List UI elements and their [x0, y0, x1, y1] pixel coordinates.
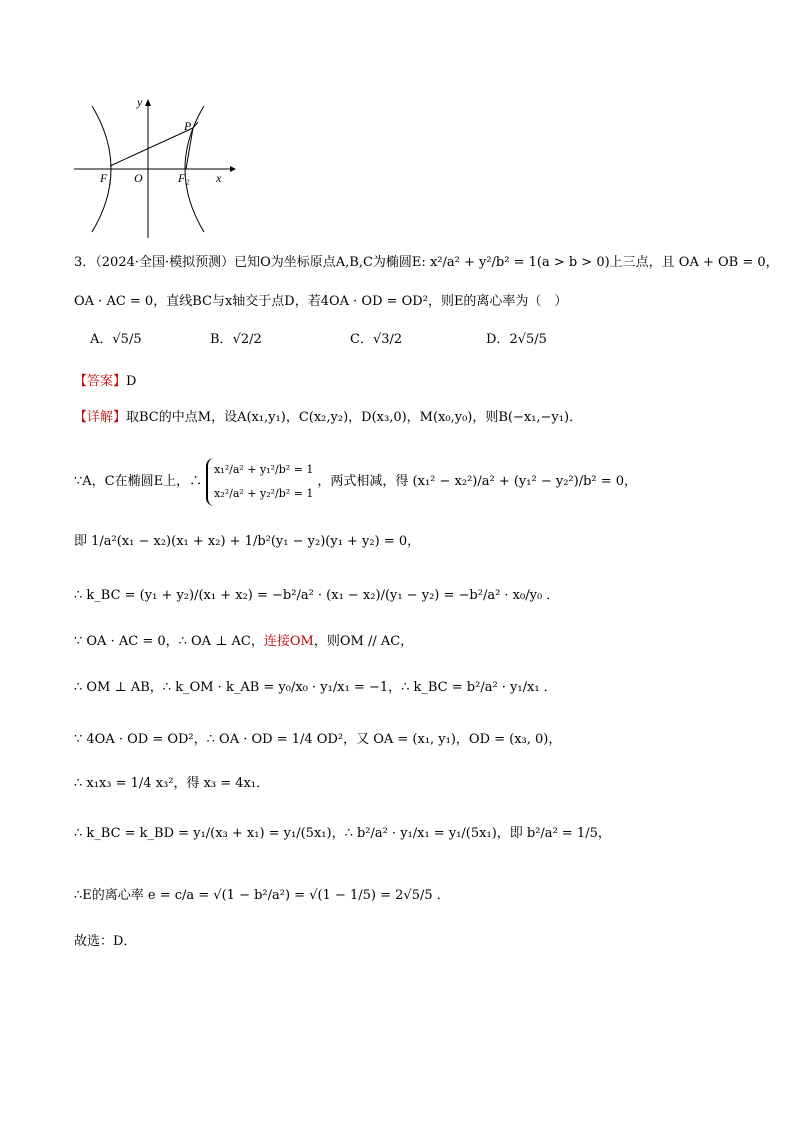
- focus-f2-label: F₂: [178, 171, 190, 185]
- detail-line-3: 即 1/a²(x₁ − x₂)(x₁ + x₂) + 1/b²(y₁ − y₂)(y₁ + y₂) = 0，: [74, 534, 421, 549]
- answer-value: D: [126, 374, 137, 389]
- detail-label: 【详解】: [74, 410, 127, 425]
- detail-line-4: ∴ k_BC = (y₁ + y₂)/(x₁ + x₂) = −b²/a² · (x₁ − x₂)/(y₁ − y₂) = −b²/a² · x₀/y₀ ．: [74, 588, 560, 603]
- detail-line-8: ∴ x₁x₃ = 1/4 x₃²，得 x₃ = 4x₁．: [74, 776, 270, 791]
- answer-line: [74, 372, 136, 392]
- option-a: A．√5/5: [90, 332, 142, 347]
- detail-line-10: ∴E的离心率 e = c/a = √(1 − b²/a²) = √(1 − 1/5) = 2√5/5 ．: [74, 888, 450, 903]
- question-text-1: O为坐标原点A,B,C为椭圆E: x²/a² + y²/b² = 1(a > b > 0)上三点，且 OA + OB = 0，: [260, 255, 779, 270]
- question-line-1: [74, 253, 779, 273]
- detail-line-2: ∵A，C在椭圆E上，∴ x₁²/a² + y₁²/b² = 1 x₂²/a² + y₂²/b² = 1 ，两式相减，得 (x₁² − x₂²)/a² + (y₁² − y₂²)/b² = 0，: [74, 454, 637, 510]
- question-text-2: OA · AC = 0，直线BC与x轴交于点D，若4OA · OD = OD²，则E的离心率为（ ）: [74, 294, 568, 309]
- origin-label: O: [134, 171, 143, 185]
- point-p-label: P: [184, 119, 192, 133]
- y-axis-label: y: [137, 95, 143, 109]
- detail-line-5: ∵ OA · AC = 0，∴ OA ⊥ AC，连接OM，则OM // AC，: [74, 634, 414, 649]
- option-c: C．√3/2: [350, 332, 403, 347]
- option-d: D．2√5/5: [486, 332, 547, 347]
- option-b-value: √2/2: [232, 332, 262, 347]
- answer-label: 【答案】: [74, 374, 127, 389]
- hyperbola-figure: [70, 92, 240, 242]
- equation-system: x₁²/a² + y₁²/b² = 1 x₂²/a² + y₂²/b² = 1: [206, 458, 313, 506]
- detail-line-11: 故选：D．: [74, 934, 137, 949]
- x-axis-label: x: [216, 171, 222, 185]
- detail-line-9: ∴ k_BC = k_BD = y₁/(x₃ + x₁) = y₁/(5x₁)，∴ b²/a² · y₁/x₁ = y₁/(5x₁)，即 b²/a² = 1/5，: [74, 826, 611, 841]
- detail-line-1: [74, 408, 582, 428]
- option-b: B．√2/2: [210, 332, 262, 347]
- option-c-value: √3/2: [372, 332, 403, 347]
- option-d-value: 2√5/5: [509, 332, 547, 347]
- question-prefix: 3．（2024·全国·模拟预测）已知: [74, 255, 261, 270]
- detail-line-7: ∵ 4OA · OD = OD²，∴ OA · OD = 1/4 OD²，又 OA = (x₁, y₁)，OD = (x₃, 0)，: [74, 732, 562, 747]
- focus-f1-label: F₁: [100, 171, 112, 185]
- option-a-value: √5/5: [112, 332, 142, 347]
- detail-text-1: 取BC的中点M，设A(x₁,y₁)，C(x₂,y₂)，D(x₃,0)，M(x₀,y₀)，则B(−x₁,−y₁)．: [126, 410, 583, 425]
- question-line-2: [74, 292, 567, 312]
- detail-line-6: ∴ OM ⊥ AB，∴ k_OM · k_AB = y₀/x₀ · y₁/x₁ = −1，∴ k_BC = b²/a² · y₁/x₁ ．: [74, 680, 557, 695]
